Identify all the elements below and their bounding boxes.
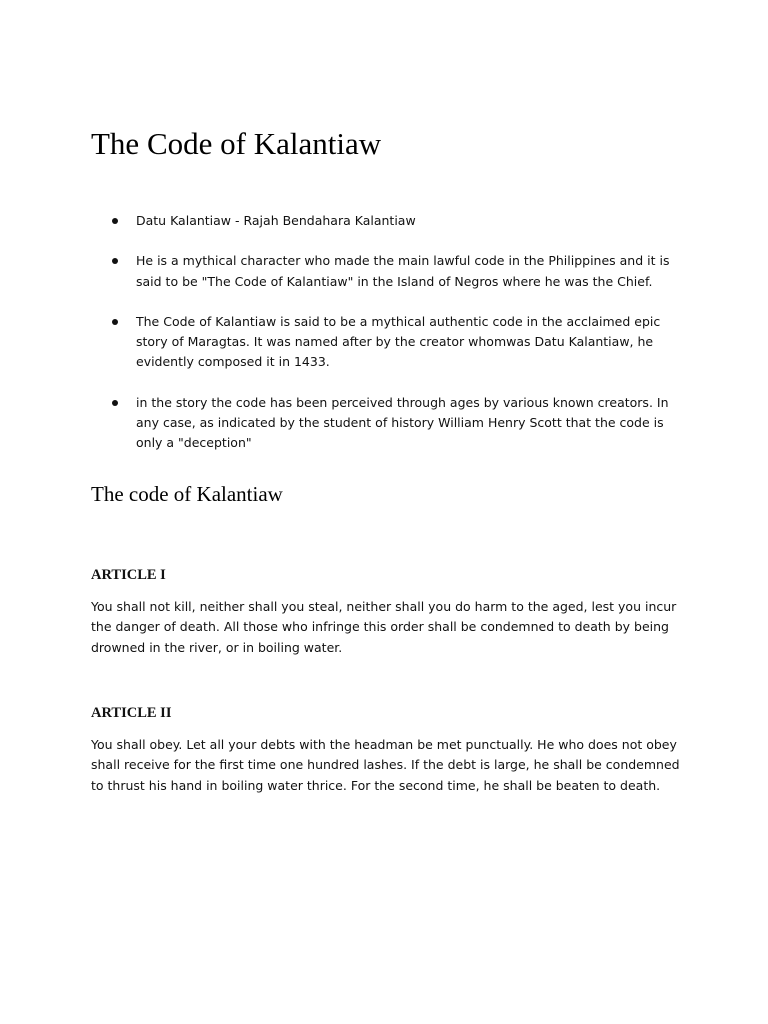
- bullet-item: [91, 312, 691, 373]
- article-heading: ARTICLE I: [91, 567, 166, 583]
- bullet-text: The Code of Kalantiaw is said to be a mythical authentic code in the acclaimed epic story of Maragtas. It was named after by the creator whomwas Datu Kalantiaw, he evidently composed it in 1433.: [136, 313, 661, 370]
- bullet-text: in the story the code has been perceived through ages by various known creators. In any case, as indicated by the student of history William Henry Scott that the code is only a "deception": [136, 394, 669, 451]
- article-body: You shall not kill, neither shall you steal, neither shall you do harm to the aged, lest you incur the danger of death. All those who infringe this order shall be condemned to death by being drowned in the river, or in boiling water.: [91, 599, 677, 655]
- article-body: You shall obey. Let all your debts with the headman be met punctually. He who does not obey shall receive for the first time one hundred lashes. If the debt is large, he shall be condemned to thrust his hand in boiling water thrice. For the second time, he shall be beaten to death.: [91, 737, 680, 793]
- bullet-item: [91, 251, 691, 292]
- bullet-text: Datu Kalantiaw - Rajah Bendahara Kalantiaw: [136, 213, 416, 228]
- bullet-dot-icon: [112, 319, 118, 325]
- bullet-dot-icon: [112, 400, 118, 406]
- document-title: The Code of Kalantiaw: [91, 126, 382, 161]
- bullet-text: He is a mythical character who made the main lawful code in the Philippines and it is said to be "The Code of Kalantiaw" in the Island of Negros where he was the Chief.: [136, 253, 670, 289]
- section-title: The code of Kalantiaw: [91, 482, 283, 506]
- bullet-item: [91, 393, 691, 454]
- article-heading: ARTICLE II: [91, 705, 172, 721]
- bullet-item: [91, 211, 691, 231]
- bullet-dot-icon: [112, 218, 118, 224]
- bullet-dot-icon: [112, 258, 118, 264]
- bullet-list: [91, 211, 691, 474]
